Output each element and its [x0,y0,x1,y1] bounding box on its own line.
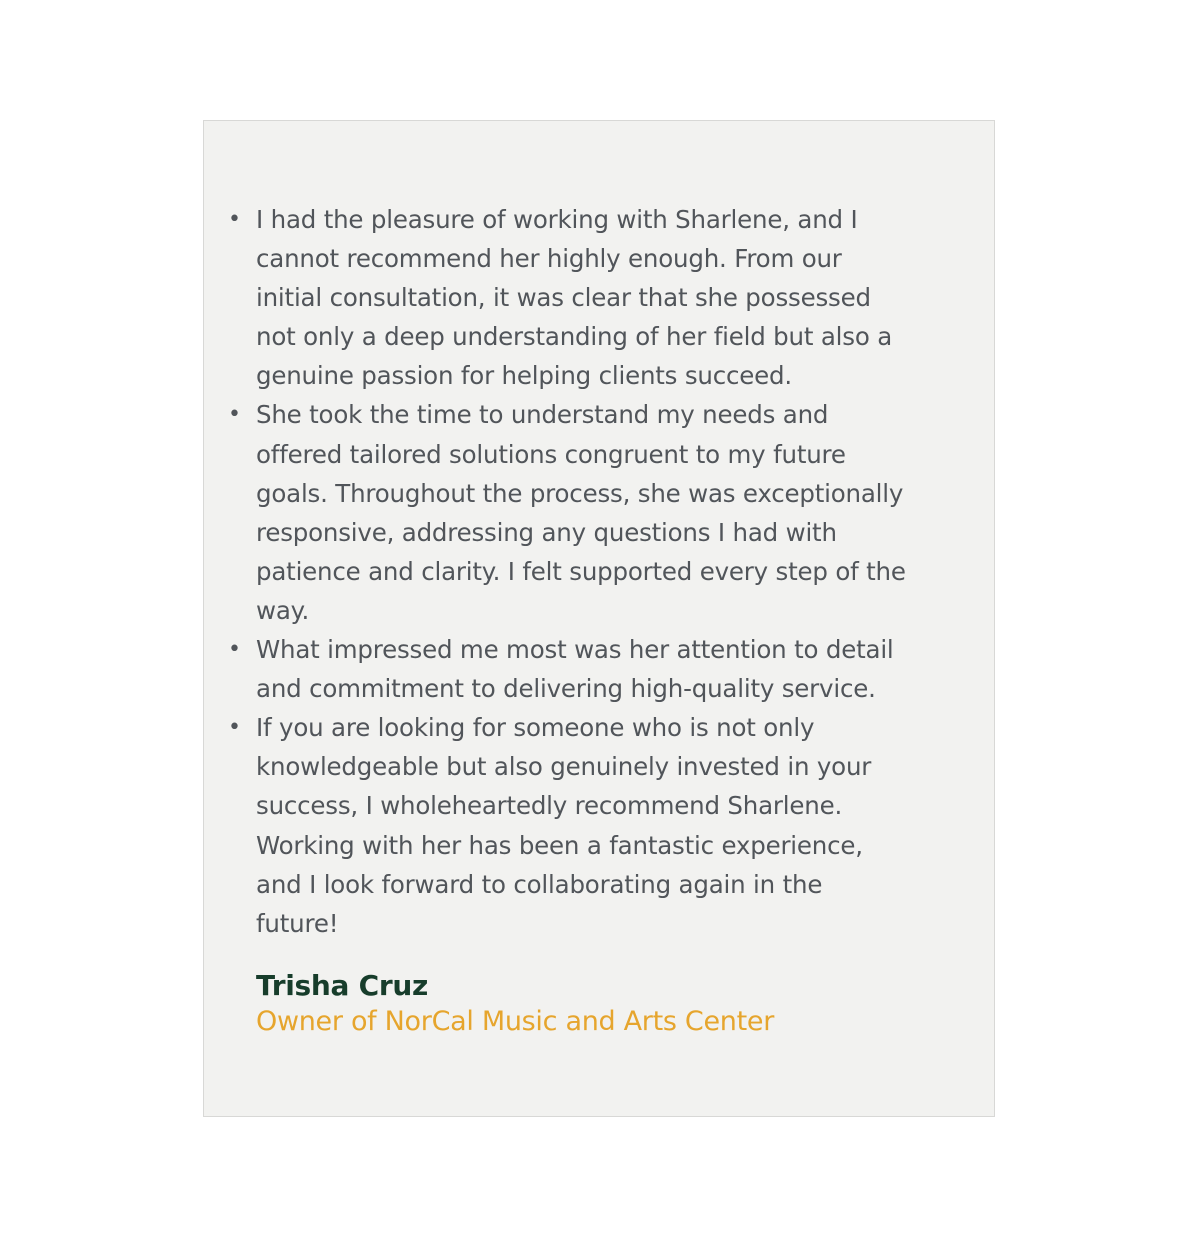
bullet-icon: • [228,402,241,428]
testimonial-text: She took the time to understand my needs and offered tailored solutions congruent to my future goals. Throughout the process, she was exceptionally responsive, addressing any questions I had with patience and clarity. I felt supported every step of the way. [256,400,906,625]
testimonial-text: If you are looking for someone who is not only knowledgeable but also genuinely invested in your success, I wholeheartedly recommend Sharlene. Working with her has been a fantastic experience, and I look forward to collaborating again in the future! [256,713,872,938]
testimonial-text: I had the pleasure of working with Sharlene, and I cannot recommend her highly enough. From our initial consultation, it was clear that she possessed not only a deep understanding of her field but also a genuine passion for helping clients succeed. [256,205,893,391]
testimonial-author [256,967,774,1039]
testimonial-list-item [228,200,906,395]
testimonial-list [228,200,906,943]
author-role: Owner of NorCal Music and Arts Center [256,1006,775,1037]
testimonial-card [203,120,995,1117]
testimonial-text: What impressed me most was her attention to detail and commitment to delivering high-quality service. [256,635,894,704]
bullet-icon: • [228,715,241,741]
testimonial-list-item [228,630,906,708]
testimonial-list-item [228,395,906,630]
bullet-icon: • [228,207,241,232]
author-name: Trisha Cruz [256,969,428,1002]
bullet-icon: • [228,637,241,663]
testimonial-list-item [228,708,906,943]
